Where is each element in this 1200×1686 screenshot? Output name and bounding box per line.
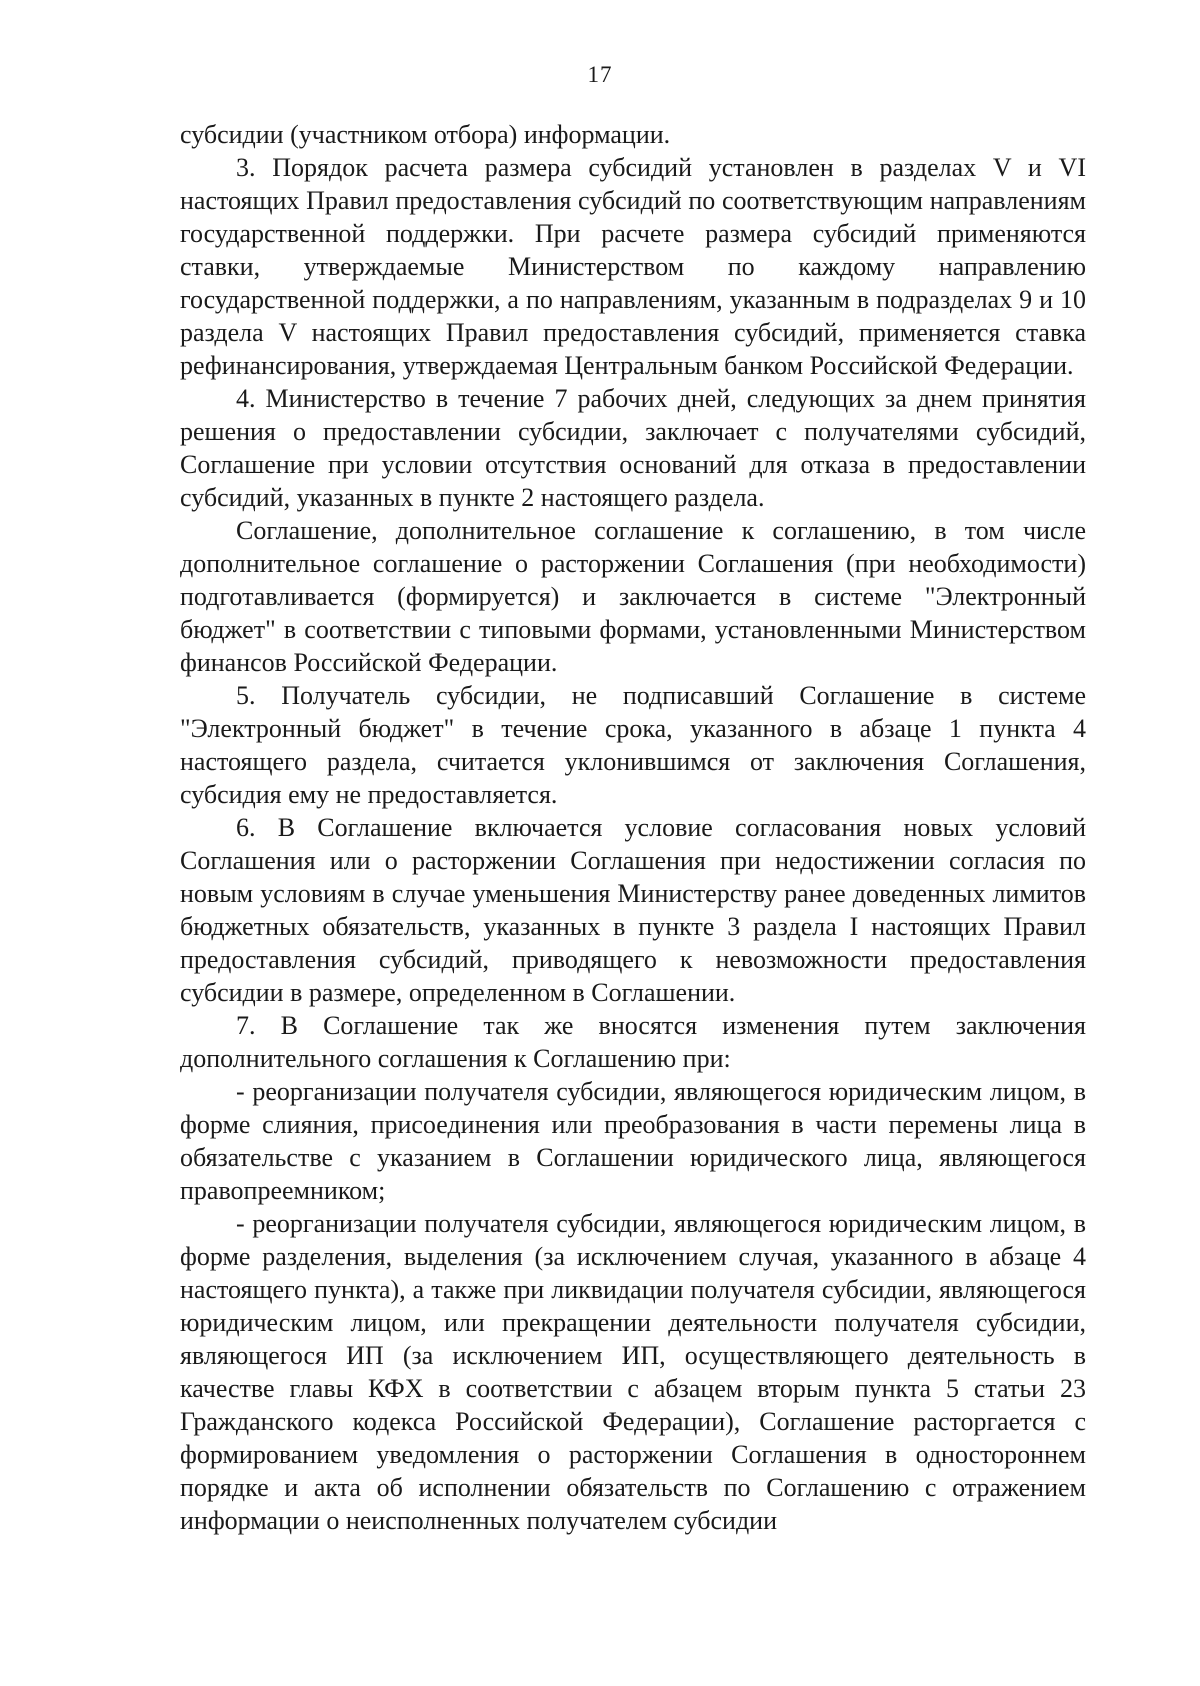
paragraph-continuation: субсидии (участником отбора) информации. bbox=[180, 120, 671, 149]
document-body bbox=[180, 118, 1086, 1537]
page-number: 17 bbox=[587, 62, 613, 87]
paragraph-item-3: 3. Порядок расчета размера субсидий установлен в разделах V и VI настоящих Правил предоставления субсидий по соответствующим направлениям государственной поддержки. При расчете размера субсидий применяются ставки, утверждаемые Министерством по каждому направлению государственной поддержки, а по направлениям, указанным в подразделах 9 и 10 раздела V настоящих Правил предоставления субсидий, применяется ставка рефинансирования, утверждаемая Центральным банком Российской Федерации. bbox=[180, 153, 1086, 380]
paragraph-item-6: 6. В Соглашение включается условие согласования новых условий Соглашения или о расторжении Соглашения при недостижении согласия по новым условиям в случае уменьшения Министерству ранее доведенных лимитов бюджетных обязательств, указанных в пункте 3 раздела I настоящих Правил предоставления субсидий, приводящего к невозможности предоставления субсидии в размере, определенном в Соглашении. bbox=[180, 813, 1086, 1007]
paragraph-agreement-forms: Соглашение, дополнительное соглашение к соглашению, в том числе дополнительное соглашение о расторжении Соглашения (при необходимости) подготавливается (формируется) и заключается в системе "Электронный бюджет" в соответствии с типовыми формами, установленными Министерством финансов Российской Федерации. bbox=[180, 516, 1086, 677]
paragraph-item-5: 5. Получатель субсидии, не подписавший Соглашение в системе "Электронный бюджет" в течение срока, указанного в абзаце 1 пункта 4 настоящего раздела, считается уклонившимся от заключения Соглашения, субсидия ему не предоставляется. bbox=[180, 681, 1086, 809]
list-item-merger: - реорганизации получателя субсидии, являющегося юридическим лицом, в форме слияния, присоединения или преобразования в части перемены лица в обязательстве с указанием в Соглашении юридического лица, являющегося правопреемником; bbox=[180, 1077, 1086, 1205]
list-item-division: - реорганизации получателя субсидии, являющегося юридическим лицом, в форме разделения, выделения (за исключением случая, указанного в абзаце 4 настоящего пункта), а также при ликвидации получателя субсидии, являющегося юридическим лицом, или прекращении деятельности получателя субсидии, являющегося ИП (за исключением ИП, осуществляющего деятельность в качестве главы КФХ в соответствии с абзацем вторым пункта 5 статьи 23 Гражданского кодекса Российской Федерации), Соглашение расторгается с формированием уведомления о расторжении Соглашения в одностороннем порядке и акта об исполнении обязательств по Соглашению с отражением информации о неисполненных получателем субсидии bbox=[180, 1209, 1086, 1535]
paragraph-item-7: 7. В Соглашение так же вносятся изменения путем заключения дополнительного соглашения к Соглашению при: bbox=[180, 1011, 1086, 1073]
paragraph-item-4: 4. Министерство в течение 7 рабочих дней, следующих за днем принятия решения о предоставлении субсидии, заключает с получателями субсидий, Соглашение при условии отсутствия оснований для отказа в предоставлении субсидий, указанных в пункте 2 настоящего раздела. bbox=[180, 384, 1086, 512]
